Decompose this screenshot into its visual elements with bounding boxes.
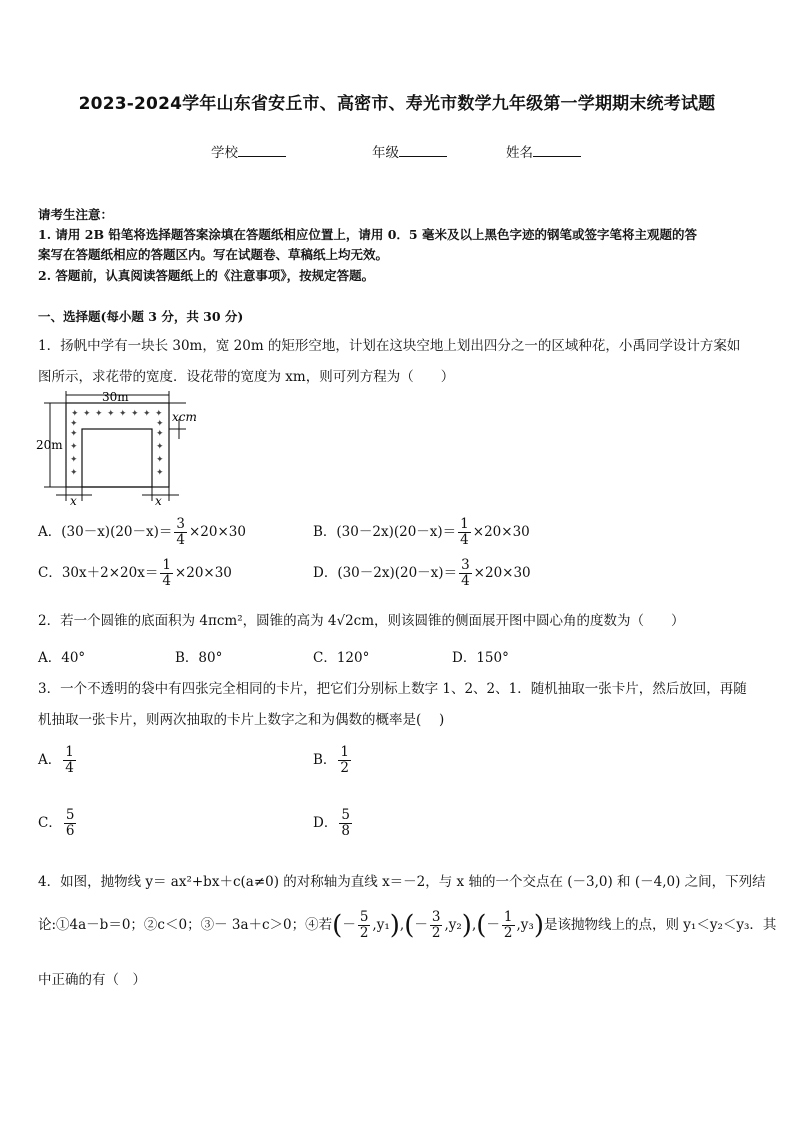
fig-label-right: xcm — [172, 410, 197, 424]
q3-line1: 3．一个不透明的袋中有四张完全相同的卡片，把它们分别标上数字 1、2、2、1．随机抽取一张卡片，然后放回，再随 — [38, 681, 747, 697]
school-field[interactable] — [211, 141, 286, 161]
q3-option-a[interactable] — [38, 745, 78, 776]
fig-label-left: 20m — [36, 438, 63, 452]
q1-option-c-frac: $\frac{1}{4}$ — [162, 557, 171, 589]
q1-option-c-tail: ×20×30 — [174, 565, 232, 581]
svg-text:✦: ✦ — [156, 468, 164, 478]
fig-label-top: 30m — [102, 391, 129, 404]
q1-option-a-tail: ×20×30 — [189, 524, 246, 540]
q1-option-d-tail: ×20×30 — [473, 565, 531, 581]
q1-option-a-text: A．(30－x)(20－x)＝ — [38, 524, 173, 540]
section-heading: 一、选择题(每小题 3 分，共 30 分) — [38, 309, 244, 324]
q4-point3-frac: $\frac{1}{2}$ — [503, 909, 513, 941]
fig-label-b1: x — [70, 494, 77, 506]
q1-option-b-tail: ×20×30 — [472, 524, 530, 540]
q4-line2-start: 论:①4a－b＝0；②c＜0；③－ 3a＋c＞0；④若 — [38, 917, 333, 933]
q3-option-d-text: D． — [313, 815, 338, 831]
svg-text:✦: ✦ — [70, 468, 78, 478]
svg-text:✦: ✦ — [119, 409, 127, 419]
school-blank[interactable] — [238, 144, 286, 157]
q3-option-b[interactable] — [313, 745, 353, 776]
q3-option-c[interactable] — [38, 808, 78, 839]
q4-point3-y: y₃ — [520, 917, 534, 933]
q4-line3: 中正确的有（ ） — [38, 972, 146, 988]
q1-option-a-frac: $\frac{3}{4}$ — [176, 516, 185, 548]
q3-option-d[interactable] — [313, 808, 354, 839]
svg-text:✦: ✦ — [156, 419, 164, 429]
svg-text:✦: ✦ — [131, 409, 139, 419]
q3-option-c-text: C． — [38, 815, 62, 831]
q1-figure — [36, 391, 206, 506]
svg-text:✦: ✦ — [156, 429, 164, 439]
name-field[interactable] — [506, 141, 581, 161]
q4-point1-frac: $\frac{5}{2}$ — [359, 909, 369, 941]
q4-line2: 论:①4a－b＝0；②c＜0；③－ 3a＋c＞0；④若(－ $\frac{5}{2}$ ,y₁),(－ $\frac{3}{2}$ ,y₂),(－ $\frac{1}{2}$ ,y₃)是该抛物线上的点，则 y₁＜y₂＜y₃．其 — [38, 909, 777, 941]
grade-label: 年级 — [372, 145, 399, 161]
q4-point2-frac: $\frac{3}{2}$ — [431, 909, 441, 941]
svg-text:✦: ✦ — [156, 455, 164, 465]
q3-option-c-frac: $\frac{5}{6}$ — [65, 807, 75, 839]
svg-text:✦: ✦ — [107, 409, 115, 419]
svg-text:✦: ✦ — [155, 409, 163, 419]
notice-item1-b: 案写在答题纸相应的答题区内。写在试题卷、草稿纸上均无效。 — [38, 247, 389, 262]
q3-option-b-text: B． — [313, 752, 337, 768]
q1-option-d-frac: $\frac{3}{4}$ — [461, 557, 470, 589]
grade-blank[interactable] — [399, 144, 447, 157]
name-label: 姓名 — [506, 145, 533, 161]
q1-option-d[interactable] — [313, 558, 531, 589]
q1-option-c[interactable] — [38, 558, 232, 589]
q3-option-b-frac: $\frac{1}{2}$ — [340, 744, 350, 776]
q4-point2-y: y₂ — [448, 917, 462, 933]
q1-option-a[interactable] — [38, 517, 246, 548]
q1-option-d-text: D．(30－2x)(20－x)＝ — [313, 565, 458, 581]
notice-item2: 2. 答题前，认真阅读答题纸上的《注意事项》，按规定答题。 — [38, 268, 375, 283]
q4-line1: 4．如图，抛物线 y＝ ax²+bx＋c(a≠0) 的对称轴为直线 x＝－2，与 x 轴的一个交点在 (－3,0) 和 (－4,0) 之间，下列结 — [38, 874, 766, 890]
q1-option-b[interactable] — [313, 517, 530, 548]
q2-stem: 2．若一个圆锥的底面积为 4πcm²，圆锥的高为 4√2cm，则该圆锥的侧面展开图中圆心角的度数为（ ） — [38, 613, 685, 629]
page-title: 2023-2024学年山东省安丘市、高密市、寿光市数学九年级第一学期期末统考试题 — [78, 94, 716, 114]
notice-item1-a: 1. 请用 2B 铅笔将选择题答案涂填在答题纸相应位置上，请用 0．5 毫米及以上黑色字迹的钢笔或签字笔将主观题的答 — [38, 227, 697, 242]
notice-heading: 请考生注意： — [38, 207, 114, 222]
fig-label-b2: x — [155, 494, 162, 506]
q2-option-a[interactable]: A．40° — [38, 650, 86, 666]
svg-text:✦: ✦ — [95, 409, 103, 419]
svg-text:✦: ✦ — [70, 442, 78, 452]
grade-field[interactable] — [372, 141, 447, 161]
name-blank[interactable] — [533, 144, 581, 157]
svg-text:✦: ✦ — [70, 429, 78, 439]
q2-option-d[interactable]: D．150° — [452, 650, 509, 666]
svg-text:✦: ✦ — [143, 409, 151, 419]
q1-line1: 1．扬帆中学有一块长 30m，宽 20m 的矩形空地，计划在这块空地上划出四分之一的区域种花，小禹同学设计方案如 — [38, 338, 741, 354]
q1-option-c-text: C．30x＋2×20x＝ — [38, 565, 159, 581]
q4-point1-y: y₁ — [376, 917, 390, 933]
svg-text:✦: ✦ — [83, 409, 91, 419]
q1-line2: 图所示，求花带的宽度．设花带的宽度为 xm，则可列方程为（ ） — [38, 369, 455, 385]
q2-option-c[interactable]: C．120° — [313, 650, 370, 666]
svg-text:✦: ✦ — [71, 409, 79, 419]
q1-option-b-frac: $\frac{1}{4}$ — [460, 516, 469, 548]
svg-text:✦: ✦ — [70, 455, 78, 465]
q3-option-d-frac: $\frac{5}{8}$ — [341, 807, 350, 839]
q3-option-a-text: A． — [38, 752, 62, 768]
q3-line2: 机抽取一张卡片，则两次抽取的卡片上数字之和为偶数的概率是( ) — [38, 712, 445, 728]
svg-text:✦: ✦ — [70, 419, 78, 429]
svg-text:✦: ✦ — [156, 442, 164, 452]
q3-option-a-frac: $\frac{1}{4}$ — [65, 744, 74, 776]
q1-option-b-text: B．(30－2x)(20－x)＝ — [313, 524, 457, 540]
q2-option-b[interactable]: B．80° — [175, 650, 223, 666]
school-label: 学校 — [211, 145, 238, 161]
q4-line2-end: 是该抛物线上的点，则 y₁＜y₂＜y₃．其 — [544, 917, 777, 933]
